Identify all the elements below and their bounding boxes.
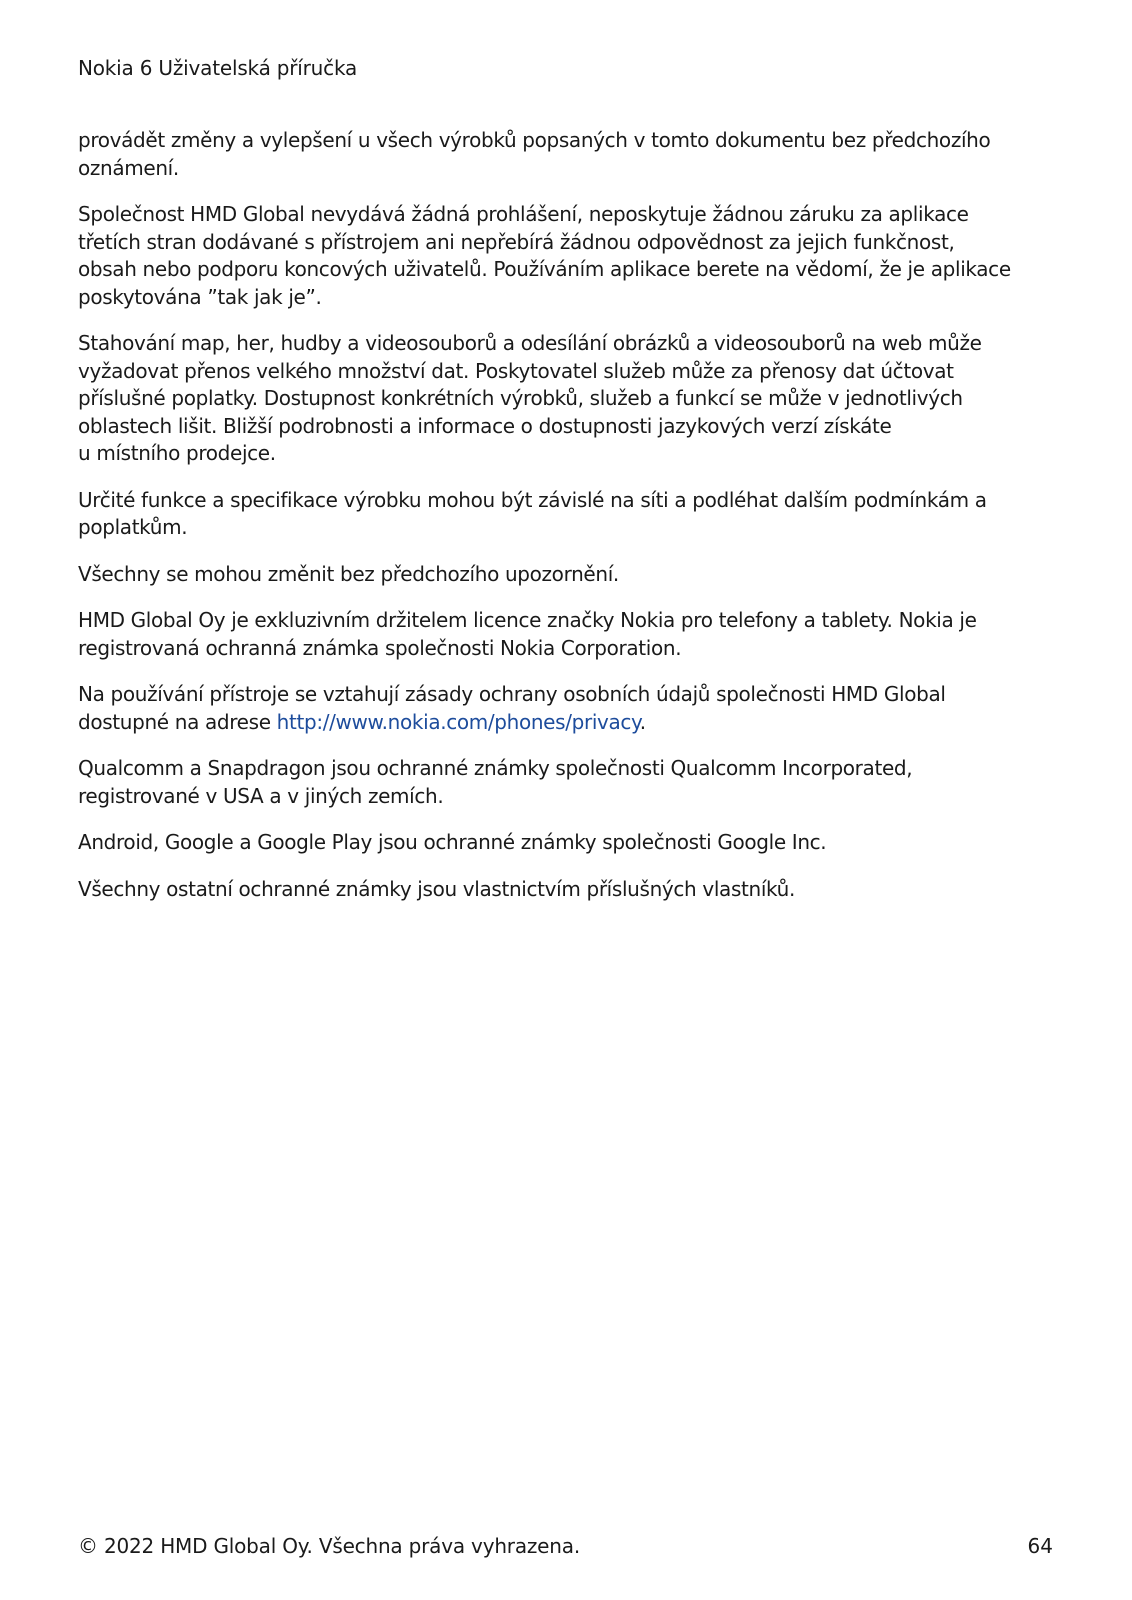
paragraph-google-trademark — [78, 829, 1068, 857]
text-line: provádět změny a vylepšení u všech výrobků popsaných v tomto dokumentu bez předchozího — [78, 128, 991, 152]
page-header-title: Nokia 6 Uživatelská příručka — [78, 56, 358, 80]
document-body — [78, 127, 1068, 922]
text-line: Všechny se mohou změnit bez předchozího upozornění. — [78, 561, 619, 586]
footer-copyright: © 2022 HMD Global Oy. Všechna práva vyhrazena. — [78, 1534, 580, 1558]
paragraph-qualcomm-trademark — [78, 755, 1068, 810]
paragraph-third-party-apps — [78, 201, 1068, 311]
text-line: Android, Google a Google Play jsou ochranné známky společnosti Google Inc. — [78, 830, 827, 854]
text-line: Qualcomm a Snapdragon jsou ochranné známky společnosti Qualcomm Incorporated, — [78, 756, 913, 780]
text-line: registrované v USA a v jiných zemích. — [78, 783, 444, 808]
text-line: Určité funkce a specifikace výrobku mohou být závislé na síti a podléhat dalším podmínkám a — [78, 487, 987, 512]
text-line: vyžadovat přenos velkého množství dat. Poskytovatel služeb může za přenosy dat účtovat — [78, 358, 954, 383]
text-line: oznámení. — [78, 155, 179, 180]
paragraph-network-features — [78, 487, 1068, 542]
text-line: třetích stran dodávané s přístrojem ani nepřebírá žádnou odpovědnost za jejich funkčnost, — [78, 229, 955, 254]
paragraph-change-without-notice — [78, 561, 1068, 589]
privacy-policy-link[interactable]: http://www.nokia.com/phones/privacy — [276, 709, 640, 734]
text-line: registrovaná ochranná známka společnosti Nokia Corporation. — [78, 635, 682, 660]
text-line: poplatkům. — [78, 515, 188, 539]
text-line: HMD Global Oy je exkluzivním držitelem licence značky Nokia pro telefony a tablety. Nokia je — [78, 608, 977, 632]
text-line: Společnost HMD Global nevydává žádná prohlášení, neposkytuje žádnou záruku za aplikace — [78, 202, 969, 226]
text-line: příslušné poplatky. Dostupnost konkrétních výrobků, služeb a funkcí se může v jednotlivých — [78, 386, 963, 410]
text-line: Na používání přístroje se vztahují zásady ochrany osobních údajů společnosti HMD Global — [78, 682, 946, 706]
text-line: dostupné na adrese — [78, 709, 277, 734]
text-line: poskytována ”tak jak je”. — [78, 284, 322, 309]
paragraph-data-transfer — [78, 330, 1068, 468]
page-number: 64 — [1027, 1534, 1053, 1558]
text-line: obsah nebo podporu koncových uživatelů. Používáním aplikace berete na vědomí, že je aplikace — [78, 257, 1011, 281]
text-line: Všechny ostatní ochranné známky jsou vlastnictvím příslušných vlastníků. — [78, 876, 795, 901]
paragraph-change-notice — [78, 127, 1068, 182]
text-line: oblastech lišit. Bližší podrobnosti a informace o dostupnosti jazykových verzí získáte — [78, 413, 892, 438]
text-line: . — [639, 709, 646, 734]
text-line: Stahování map, her, hudby a videosouborů a odesílání obrázků a videosouborů na web může — [78, 331, 982, 355]
paragraph-other-trademarks — [78, 876, 1068, 904]
paragraph-nokia-license — [78, 607, 1068, 662]
text-line: u místního prodejce. — [78, 441, 276, 465]
paragraph-privacy-policy — [78, 681, 1068, 736]
